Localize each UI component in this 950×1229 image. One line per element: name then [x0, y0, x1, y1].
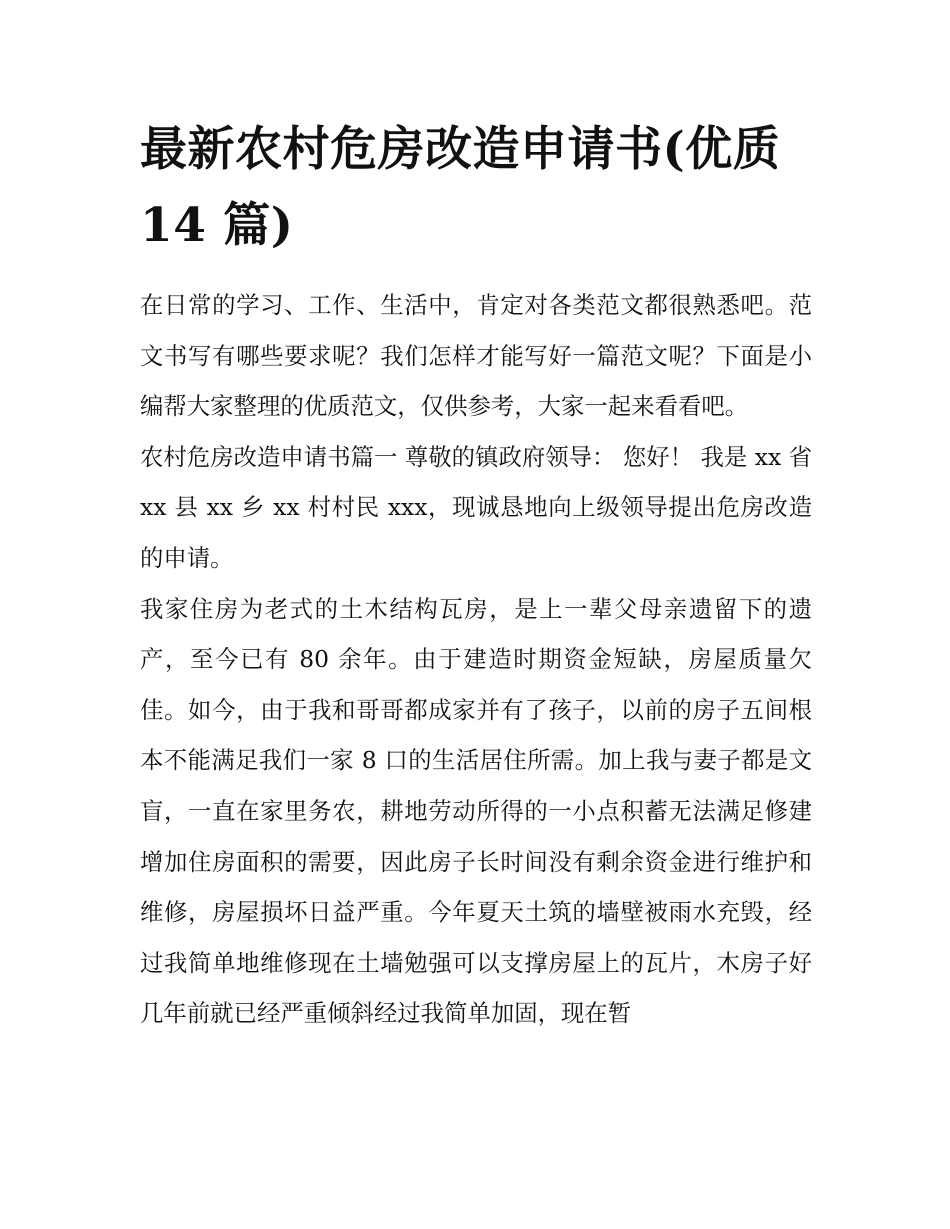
greeting-paragraph: 农村危房改造申请书篇一 尊敬的镇政府领导： 您好！ 我是 xx 省 xx 县 xx 乡 xx 村村民 xxx，现诚恳地向上级领导提出危房改造的申请。 [140, 442, 812, 572]
document-title: 最新农村危房改造申请书(优质 14 篇) [140, 122, 781, 253]
document-body [140, 112, 812, 1039]
intro-paragraph: 在日常的学习、工作、生活中，肯定对各类范文都很熟悉吧。范文书写有哪些要求呢？我们怎样才能写好一篇范文呢？下面是小编帮大家整理的优质范文，仅供参考，大家一起来看看吧。 [140, 291, 812, 421]
body-paragraph: 我家住房为老式的土木结构瓦房，是上一辈父母亲遗留下的遗产，至今已有 80 余年。由于建造时期资金短缺，房屋质量欠佳。如今，由于我和哥哥都成家并有了孩子，以前的房子五间根本不能满足我们一家 8 口的生活居住所需。加上我与妻子都是文盲，一直在家里务农，耕地劳动所得的一小点积蓄无法满足修建增加住房面积的需要，因此房子长时间没有剩余资金进行维护和维修，房屋损坏日益严重。今年夏天土筑的墙壁被雨水充毁，经过我简单地维修现在土墙勉强可以支撑房屋上的瓦片，木房子好几年前就已经严重倾斜经过我简单加固，现在暂 [140, 594, 812, 1028]
